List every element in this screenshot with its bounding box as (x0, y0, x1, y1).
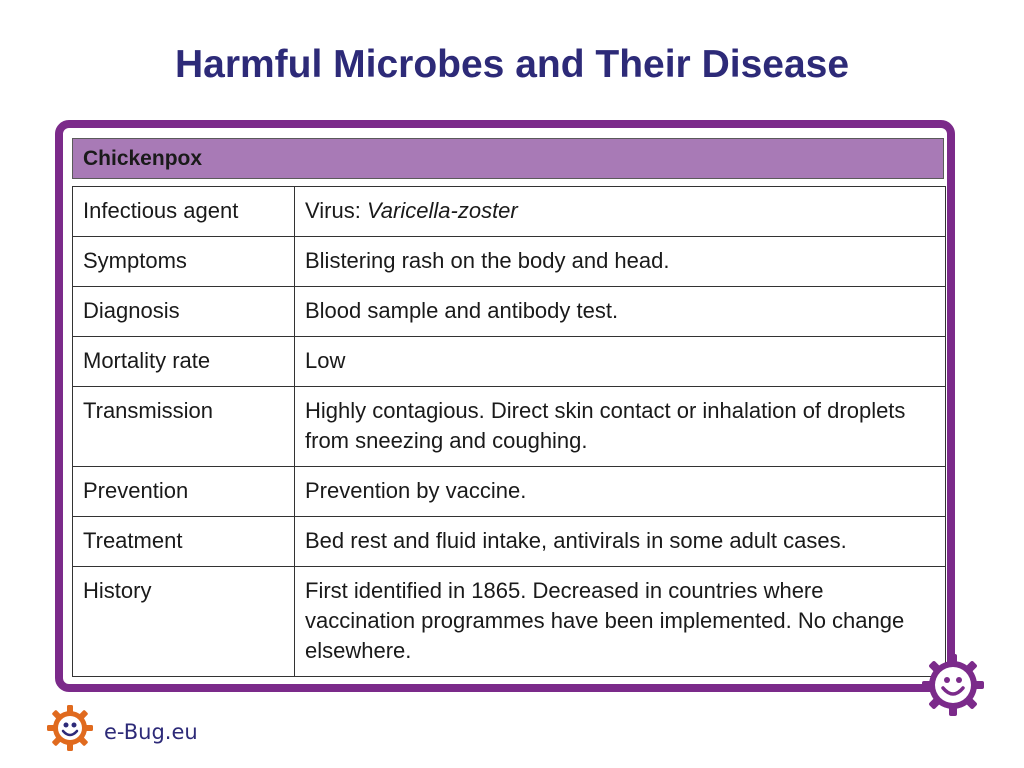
ebug-brand-text: e-Bug.eu (104, 720, 198, 744)
row-value: Prevention by vaccine. (295, 467, 946, 517)
table-row (73, 187, 946, 237)
row-label: Transmission (73, 387, 295, 467)
table-row (73, 387, 946, 467)
table-row (73, 467, 946, 517)
disease-info-table (72, 186, 946, 677)
ebug-gear-smiley-icon (44, 702, 96, 754)
row-label: Treatment (73, 517, 295, 567)
row-value: Low (295, 337, 946, 387)
row-value: Blistering rash on the body and head. (295, 237, 946, 287)
table-row (73, 337, 946, 387)
row-value: First identified in 1865. Decreased in countries where vaccination programmes have been implemented. No change elsewhere. (295, 567, 946, 677)
row-label: Diagnosis (73, 287, 295, 337)
row-value: Bed rest and fluid intake, antivirals in some adult cases. (295, 517, 946, 567)
row-label: Prevention (73, 467, 295, 517)
row-label: Symptoms (73, 237, 295, 287)
table-row (73, 567, 946, 677)
value-prefix: Virus: (305, 198, 367, 223)
row-value (295, 187, 946, 237)
table-row (73, 287, 946, 337)
table-row (73, 517, 946, 567)
slide-title: Harmful Microbes and Their Disease (174, 43, 850, 86)
value-italic: Varicella-zoster (366, 198, 518, 223)
row-label: Infectious agent (73, 187, 295, 237)
row-value: Highly contagious. Direct skin contact or inhalation of droplets from sneezing and coughing. (295, 387, 946, 467)
table-header-label: Chickenpox (83, 146, 203, 170)
table-header (72, 138, 944, 179)
table-row (73, 237, 946, 287)
row-value: Blood sample and antibody test. (295, 287, 946, 337)
smiley-gear-badge-icon (918, 650, 988, 720)
row-label: Mortality rate (73, 337, 295, 387)
row-label: History (73, 567, 295, 677)
